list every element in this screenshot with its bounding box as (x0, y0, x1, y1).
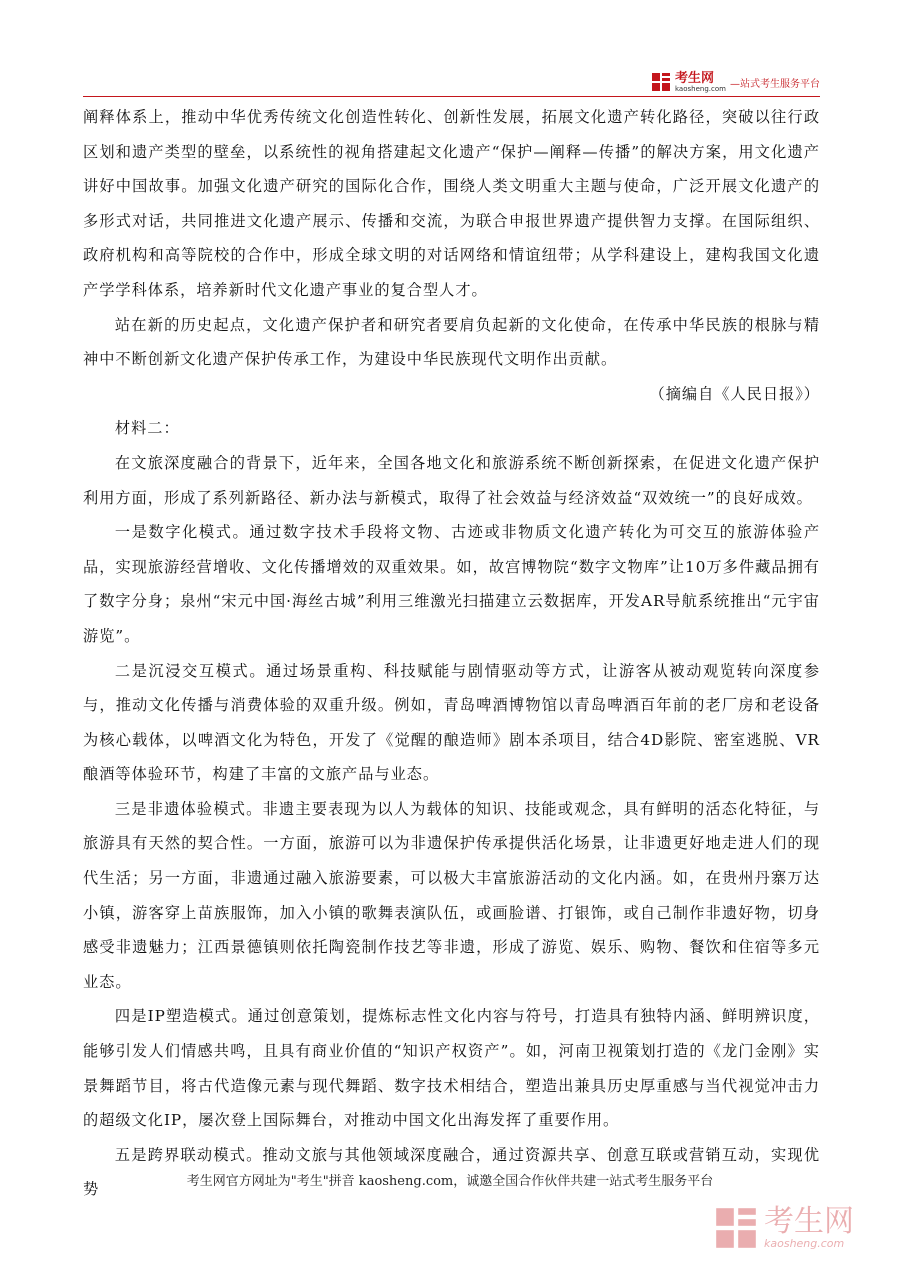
section-label: 材料二： (114, 419, 180, 438)
paragraph: 三是非遗体验模式。非遗主要表现为以人为载体的知识、技能或观念，具有鲜明的活态化特征，与旅游具有天然的契合性。一方面，旅游可以为非遗保护传承提供活化场景，让非遗更好地走进人们的现代生活；另一方面，非遗通过融入旅游要素，可以极大丰富旅游活动的文化内涵。如，在贵州丹寨万达小镇，游客穿上苗族服饰，加入小镇的歌舞表演队伍，或画脸谱、打银饰，或自己制作非遗好物，切身感受非遗魅力；江西景德镇则依托陶瓷制作技艺等非遗，形成了游览、娱乐、购物、餐饮和住宿等多元业态。 (83, 799, 820, 991)
paragraph: 阐释体系上，推动中华优秀传统文化创造性转化、创新性发展，拓展文化遗产转化路径，突破以往行政区划和遗产类型的壁垒，以系统性的视角搭建起文化遗产“保护—阐释—传播”的解决方案，用文化遗产讲好中国故事。加强文化遗产研究的国际化合作，围绕人类文明重大主题与使命，广泛开展文化遗产的多形式对话，共同推进文化遗产展示、传播和交流，为联合申报世界遗产提供智力支撑。在国际组织、政府机构和高等院校的合作中，形成全球文明的对话网络和情谊纽带；从学科建设上，建构我国文化遗产学学科体系，培养新时代文化遗产事业的复合型人才。 (83, 108, 820, 299)
kaosheng-logo-icon (651, 72, 671, 92)
header-rule (83, 96, 820, 97)
watermark (714, 1200, 884, 1256)
paragraph: 一是数字化模式。通过数字技术手段将文物、古迹或非物质文化遗产转化为可交互的旅游体验产品，实现旅游经营增收、文化传播增效的双重效果。如，故宫博物院“数字文物库”让10万多件藏品拥有了数字分身；泉州“宋元中国·海丝古城”利用三维激光扫描建立云数据库，开发AR导航系统推出“元宇宙游览”。 (83, 523, 820, 645)
watermark-url: kaosheng.com (764, 1236, 845, 1250)
logo-text: 考生网 (675, 70, 715, 86)
site-logo (651, 70, 821, 94)
watermark-text: 考生网 (764, 1203, 854, 1239)
header-slogan: —站式考生服务平台 (729, 78, 820, 90)
paragraph: 四是IP塑造模式。通过创意策划，提炼标志性文化内容与符号，打造具有独特内涵、鲜明辨识度，能够引发人们情感共鸣，且具有商业价值的“知识产权资产”。如，河南卫视策划打造的《龙门金刚》实景舞蹈节目，将古代造像元素与现代舞蹈、数字技术相结合，塑造出兼具历史厚重感与当代视觉冲击力的超级文化IP，屡次登上国际舞台，对推动中国文化出海发挥了重要作用。 (83, 1007, 820, 1130)
document-body (83, 100, 820, 1207)
paragraph: 在文旅深度融合的背景下，近年来，全国各地文化和旅游系统不断创新探索，在促进文化遗产保护利用方面，形成了系列新路径、新办法与新模式，取得了社会效益与经济效益“双效统一”的良好成效。 (83, 453, 820, 507)
source-citation: （摘编自《人民日报》） (649, 384, 820, 403)
page-footer: 考生网官方网址为"考生"拼音 kaosheng.com，诚邀全国合作伙伴共建一站式考生服务平台 (186, 1174, 714, 1189)
paragraph: 站在新的历史起点，文化遗产保护者和研究者要肩负起新的文化使命，在传承中华民族的根脉与精神中不断创新文化遗产保护传承工作，为建设中华民族现代文明作出贡献。 (83, 315, 820, 369)
paragraph: 二是沉浸交互模式。通过场景重构、科技赋能与剧情驱动等方式，让游客从被动观览转向深度参与，推动文化传播与消费体验的双重升级。例如，青岛啤酒博物馆以青岛啤酒百年前的老厂房和老设备为核心载体，以啤酒文化为特色，开发了《觉醒的酿造师》剧本杀项目，结合4D影院、密室逃脱、VR酿酒等体验环节，构建了丰富的文旅产品与业态。 (83, 661, 820, 784)
logo-url-text: kaosheng.com (675, 84, 726, 93)
watermark-logo-icon (714, 1206, 758, 1250)
logo-brand (675, 72, 726, 93)
paragraph: 五是跨界联动模式。推动文旅与其他领域深度融合，通过资源共享、创意互联或营销互动，实现优势 (83, 1145, 820, 1199)
